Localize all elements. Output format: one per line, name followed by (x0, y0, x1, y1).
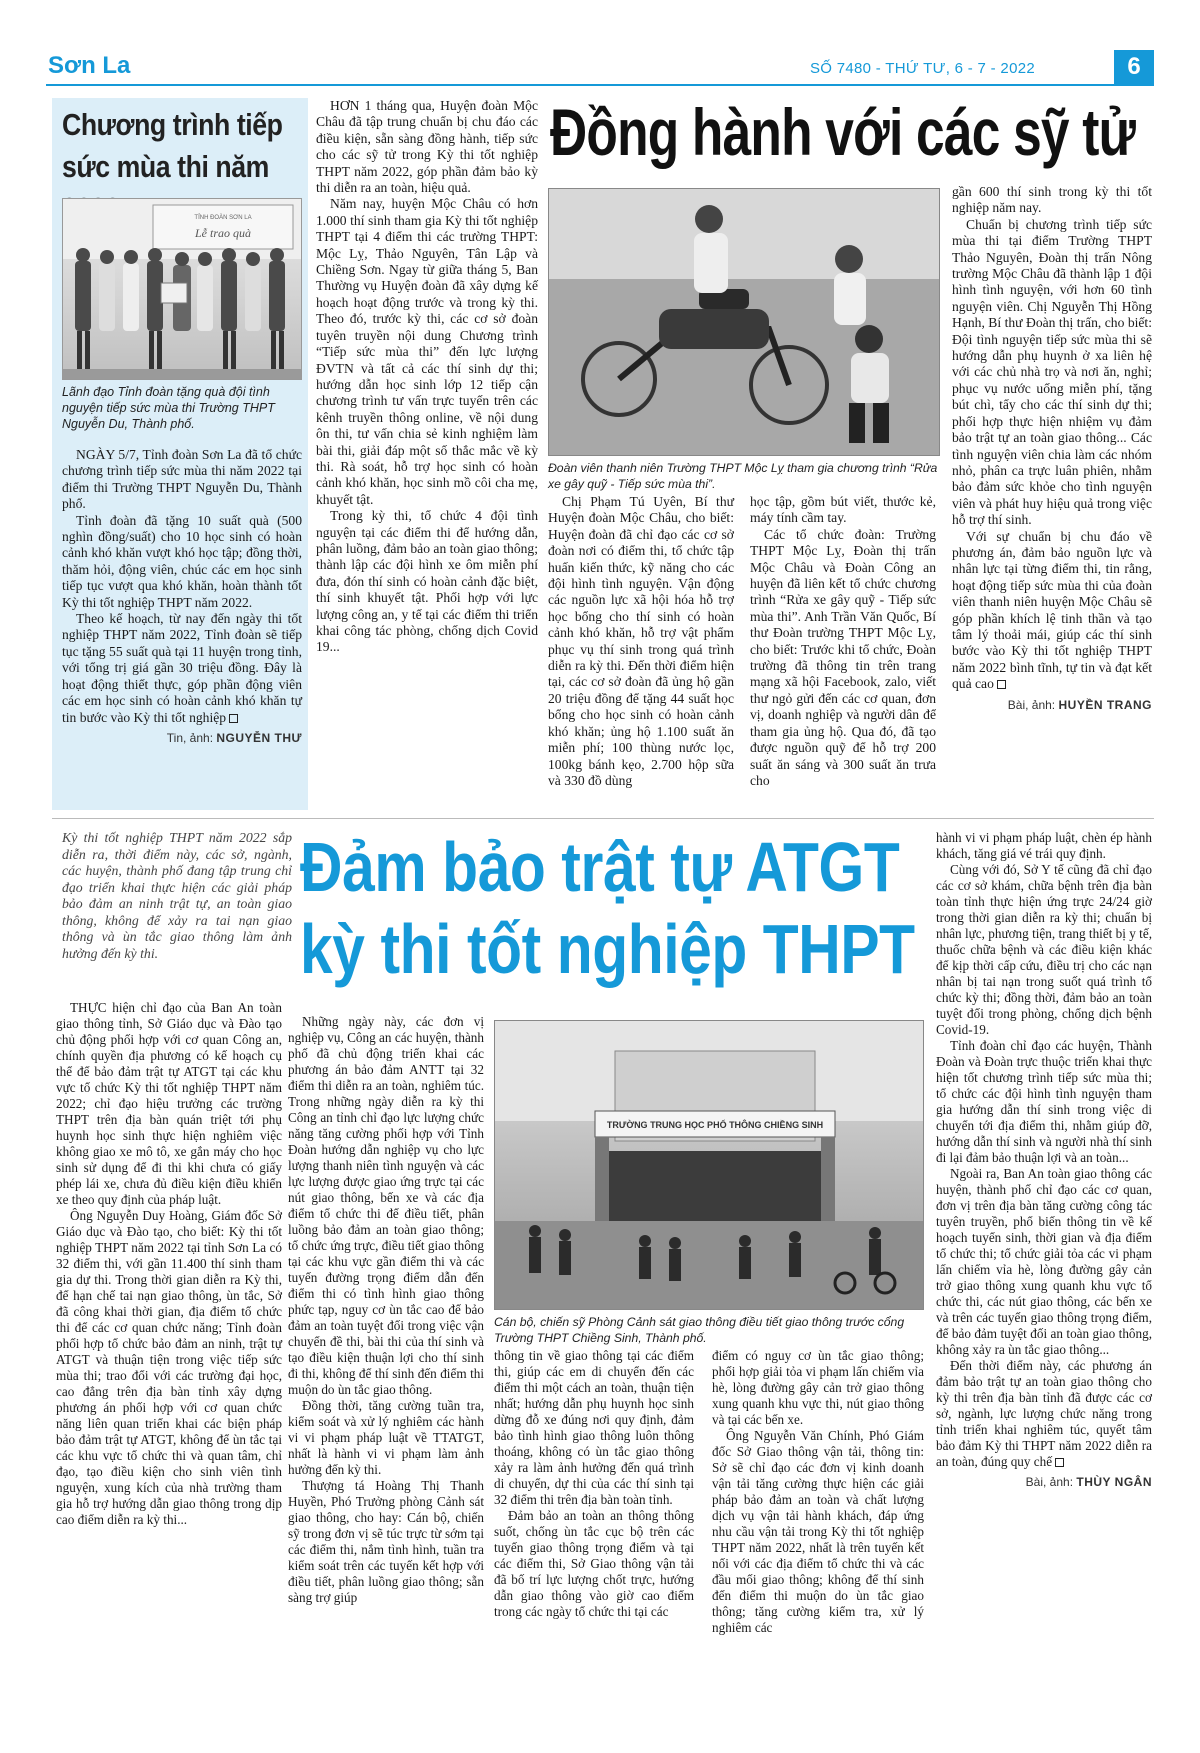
sidebar-paragraph: Tỉnh đoàn đã tặng 10 suất quà (500 nghìn đồng/suất) cho 10 học sinh có hoàn cảnh khó khăn vượt khó học tập; đồng thời, thăm hỏi, động viên, chúc các em học sinh tiếp tục vượt qua khó khăn, hoàn thành tốt Kỳ thi tốt nghiệp THPT năm 2022. (62, 512, 302, 610)
issue-info: SỐ 7480 - THỨ TƯ, 6 - 7 - 2022 (810, 60, 1035, 77)
article2-photo-caption: Cán bộ, chiến sỹ Phòng Cảnh sát giao thông điều tiết giao thông trước cổng Trường THPT Chiềng Sinh, Thành phố. (494, 1315, 905, 1345)
article1-col1 (316, 98, 538, 656)
article2-photo-illustration (495, 1021, 924, 1310)
school-sign-text: TRƯỜNG TRUNG HỌC PHỔ THÔNG CHIỀNG SINH (606, 1120, 824, 1130)
article2-paragraph: THỰC hiện chỉ đạo của Ban An toàn giao thông tỉnh, Sở Giáo dục và Đào tạo chủ động phối hợp với cơ quan Công an, chính quyền địa phương có kế hoạch cụ thể để bảo đảm trật tự ATGT tại các khu vực tổ chức Kỳ thi tốt nghiệp THPT năm 2022; chỉ đạo hiệu trưởng các trường THPT trên địa bàn quán triệt tới phụ huynh học sinh thực hiện nghiêm việc không giao xe mô tô, xe gắn máy cho học sinh sử dụng để đi thi khi chưa có giấy phép lái xe, chưa đủ điều kiện điều khiển xe theo quy định của pháp luật. (56, 1000, 282, 1207)
end-mark-icon (229, 714, 238, 723)
article2-paragraph: Tỉnh đoàn chỉ đạo các huyện, Thành Đoàn và Đoàn trực thuộc triển khai thực hiện tốt chương trình tiếp sức mùa thi; tổ chức các đội hình tình nguyện tham gia hướng dẫn thí sinh trong việc di chuyển tới địa điểm thi, nhằm giúp đỡ, hướng dẫn thí sinh và người nhà thí sinh đi lại đảm bảo thuận lợi và an toàn... (936, 1038, 1152, 1165)
article2-paragraph: Những ngày này, các đơn vị nghiệp vụ, Công an các huyện, thành phố đã chủ động triển khai các phương án bảo đảm ANTT tại 32 điểm thi diễn ra an toàn, nghiêm túc. Trong những ngày diễn ra kỳ thi Công an tỉnh chỉ đạo lực lượng chức năng tăng cường phối hợp với Tỉnh Đoàn hướng dẫn nghiệp vụ cho lực lượng thanh niên tình nguyện và các lực lượng được giao ứng trực tại các nút giao thông, bến xe và các địa điểm tổ chức thi để điều tiết, phân luồng bảo đảm an toàn giao thông; tổ chức ứng trực, điều tiết giao thông tại các khu vực gần điểm thi và các tuyến đường trọng điểm dẫn đến điểm thi có tình hình giao thông phức tạp, nguy cơ ùn tắc cao để bảo đảm an toàn tuyệt đối trong việc vận chuyển đề thi, bài thi của thí sinh và tạo điều kiện thuận lợi cho thí sinh đi thi, không để thí sinh đến điểm thi muộn do ùn tắc giao thông. (288, 1014, 484, 1397)
article2-paragraph: Ông Nguyễn Văn Chính, Phó Giám đốc Sở Giao thông vận tải, thông tin: Sở sẽ chỉ đạo các đơn vị kinh doanh vận tải tăng cường thực hiện các giải pháp bảo đảm an toàn và chất lượng dịch vụ vận tải hành khách, đáp ứng nhu cầu vận tải trong Kỳ thi tốt nghiệp THPT năm 2022, nhất là trên tuyến kết nối với các địa điểm tổ chức thi và các đầu mối giao thông; không để thí sinh đến điểm thi muộn do ùn tắc giao thông; tăng cường kiểm tra, xử lý nghiêm các (712, 1428, 924, 1635)
sidebar-credit: Tin, ảnh: NGUYỄN THƯ (166, 730, 302, 745)
article1-paragraph: Các tổ chức đoàn: Trường THPT Mộc Lỵ, Đoàn thị trấn Mộc Châu và Đoàn Công an huyện đã liên kết tổ chức chương trình “Rửa xe gây quỹ - Tiếp sức mùa thi”. Anh Trần Văn Quốc, Bí thư Đoàn trường THPT Mộc Lỵ, cho biết: Trước khi tổ chức, Đoàn trường đã thông tin trên trang mạng xã hội Facebook, zalo, viết thư ngỏ gửi đến các cơ quan, đơn vị, doanh nghiệp và người dân để tham gia ủng hộ. Qua đó, đã tạo được nguồn quỹ để hỗ trợ 200 suất ăn sáng và 300 suất ăn trưa cho (750, 526, 936, 788)
article1-paragraph: Chị Phạm Tú Uyên, Bí thư Huyện đoàn Mộc Châu, cho biết: Huyện đoàn đã chỉ đạo các cơ sở đoàn nơi có điểm thi, tổ chức tập huấn kiến thức, kỹ năng cho các đội hình tình nguyện. Vận động các nguồn lực xã hội hóa hỗ trợ học bổng cho thí sinh có hoàn cảnh khó khăn, hỗ trợ vật phẩm phục vụ thí sinh trong quá trình diễn ra kỳ thi. Đến thời điểm hiện tại, các cơ sở đoàn đã ủng hộ gần 20 triệu đồng để tặng 44 suất học bổng cho học sinh có hoàn cảnh khó khăn; ủng hộ 1.100 suất ăn miễn phí; 100 thùng nước lọc, 100kg bánh kẹo, 2.700 hộp sữa và 330 đồ dùng (548, 494, 734, 788)
section-name: Sơn La (48, 52, 131, 79)
article1-photo-illustration (549, 189, 940, 456)
article2-paragraph: Đồng thời, tăng cường tuần tra, kiểm soát và xử lý nghiêm các hành vi vi phạm pháp luật về TTATGT, nhất là hành vi vi phạm làm ảnh hưởng đến kỳ thi. (288, 1398, 484, 1477)
article1-paragraph: gần 600 thí sinh trong kỳ thi tốt nghiệp năm nay. (952, 184, 1152, 216)
article2-col3 (494, 1348, 694, 1620)
article2-paragraph: Thượng tá Hoàng Thị Thanh Huyền, Phó Trưởng phòng Cảnh sát giao thông, cho hay: Cán bộ, chiến sỹ trong đơn vị sẽ túc trực từ sớm tại các điểm thi, nắm tình hình, tuần tra kiểm soát trên các tuyến kết hợp với điều tiết, phân luồng giao thông; sẵn sàng trợ giúp (288, 1478, 484, 1605)
article1-title: Đồng hành với các sỹ tử (550, 95, 1136, 169)
sidebar-title: Chương trình tiếp sức mùa thi năm (62, 107, 283, 184)
article2-title-line2: kỳ thi tốt nghiệp THPT (300, 910, 915, 988)
article1-paragraph: HƠN 1 tháng qua, Huyện đoàn Mộc Châu đã tập trung chuẩn bị chu đáo các điều kiện, sẵn sàng đồng hành, tiếp sức cho các sỹ tử trong Kỳ thi tốt nghiệp THPT năm 2022, góp phần đảm bảo kỳ thi diễn ra an toàn, hiệu quả. (316, 98, 538, 196)
header-rule (46, 84, 1154, 86)
article2-col2 (288, 1014, 484, 1606)
sidebar-body (62, 447, 302, 746)
article2-credit: Bài, ảnh: THÙY NGÂN (1025, 1475, 1152, 1489)
article2-paragraph: Ngoài ra, Ban An toàn giao thông các huyện, thành phố chỉ đạo các cơ quan, đơn vị trên địa bàn tăng cường công tác tuyên truyền, phổ biến thông tin về kế hoạch tuyển sinh, thời gian và địa điểm tổ chức thi; tổ chức giải tỏa các vi phạm lấn chiếm vỉa hè, lòng đường gây cản trở giao thông xung quanh khu vực tổ chức thi, các nút giao thông, các bến xe và trên các tuyến giao thông trọng điểm, để bảo đảm tuyệt đối an toàn giao thông, không xảy ra ùn tắc giao thông... (936, 1166, 1152, 1357)
article2-col5 (936, 830, 1152, 1490)
sidebar-photo (62, 198, 302, 380)
article1-photo-caption: Đoàn viên thanh niên Trường THPT Mộc Lỵ tham gia chương trình “Rửa xe gây quỹ - Tiếp sức mùa thi”. (548, 461, 938, 491)
article1-paragraph: Năm nay, huyện Mộc Châu có hơn 1.000 thí sinh tham gia Kỳ thi tốt nghiệp THPT tại 4 điểm thi các trường THPT: Mộc Lỵ, Thảo Nguyên, Tân Lập và Chiềng Sơn. Ngay từ giữa tháng 5, Ban Thường vụ Huyện đoàn đã xây dựng kế hoạch hoạt động trước và trong kỳ thi. Theo đó, trước kỳ thi, các cơ sở đoàn tuyên truyền nội dung Chương trình “Tiếp sức mùa thi” đến lực lượng ĐVTN và tất cả các thí sinh dự thi; hướng dẫn học sinh lớp 12 tiếp cận chương trình tư vấn trực tuyến trên các kênh truyền thông online, về nội dung ôn thi, tư vấn chia sẻ kinh nghiệm làm bài thi, giải đáp một số thắc mắc về kỳ thi. Rà soát, hỗ trợ học sinh có hoàn cảnh khó khăn, học sinh mồ côi cha mẹ, khuyết tật. (316, 196, 538, 507)
article2-col4 (712, 1348, 924, 1636)
article1-paragraph: học tập, gồm bút viết, thước kẻ, máy tính cầm tay. (750, 494, 936, 526)
article1-photo (548, 188, 940, 456)
article2-col1 (56, 1000, 282, 1528)
article1-col2 (548, 494, 734, 789)
article1-col4 (952, 184, 1152, 713)
article1-col3 (750, 494, 936, 789)
article2-title-line1: Đảm bảo trật tự ATGT (300, 828, 900, 906)
end-mark-icon (1055, 1458, 1064, 1467)
sidebar-photo-illustration (63, 199, 302, 380)
article2-photo (494, 1020, 924, 1310)
article2-paragraph: Đến thời điểm này, các phương án đảm bảo trật tự an toàn giao thông cho kỳ thi trên địa bàn tỉnh đã được các cơ sở, ngành, lực lượng chức năng trong tỉnh triển khai nghiêm túc, quyết tâm bảo đảm Kỳ thi THPT năm 2022 diễn ra an toàn, đúng quy chế (936, 1358, 1152, 1469)
article1-paragraph: Với sự chuẩn bị chu đáo về phương án, đảm bảo nguồn lực và nhân lực tại từng điểm thi, tin rằng, hoạt động tiếp sức mùa thi của đoàn viên thanh niên huyện Mộc Châu sẽ góp phần khích lệ tinh thần và tạo tâm lý thoải mái, giúp các thí sinh bước vào Kỳ thi tốt nghiệp THPT năm 2022 bình tĩnh, tự tin và đạt kết quả cao (952, 528, 1152, 692)
article2-paragraph: hành vi vi phạm pháp luật, chèn ép hành khách, tăng giá vé trái quy định. (936, 830, 1152, 861)
svg-text:TỈNH ĐOÀN SƠN LA: TỈNH ĐOÀN SƠN LA (194, 215, 252, 221)
article2-paragraph: Đảm bảo an toàn an thông thông suốt, chống ùn tắc cục bộ trên các tuyến giao thông trọng điểm và tại các điểm thi, Sở Giao thông vận tải đã bố trí lực lượng chốt trực, hướng dẫn giao thông vào giờ cao điểm trong các ngày tổ chức thi tại các (494, 1508, 694, 1619)
article2-paragraph: điểm có nguy cơ ùn tắc giao thông; phối hợp giải tỏa vi phạm lấn chiếm vỉa hè, lòng đường gây cản trở giao thông xung quanh khu vực thi, nút giao thông và tại các bến xe. (712, 1348, 924, 1427)
article2-paragraph: Ông Nguyễn Duy Hoàng, Giám đốc Sở Giáo dục và Đào tạo, cho biết: Kỳ thi tốt nghiệp THPT năm 2022 tại tỉnh Sơn La có 32 điểm thi, với gần 11.400 thí sinh tham gia dự thi. Trong thời gian diễn ra Kỳ thi, để hạn chế tai nạn giao thông, ùn tắc, Sở đã công khai thời gian, địa điểm tổ chức thi để các cơ quan chức năng; Tỉnh đoàn phối hợp tổ chức bảo đảm an ninh, trật tự ATGT và thuận tiện trong việc tiếp sức mùa thi; trao đổi với các trường đại học, cao đẳng trên địa bàn tỉnh xây dựng phương án phối hợp với cơ quan chức năng liên quan triển khai các biện pháp bảo đảm trật tự ATGT, không để ùn tắc tại các khu vực tổ chức thi và quan tâm, chỉ đạo, tạo điều kiện cho sinh viên tình nguyện, xung kích của nhà trường tham gia hỗ trợ hướng dẫn giao thông trong dịp cao điểm diễn ra kỳ thi... (56, 1208, 282, 1527)
article2-paragraph: Cùng với đó, Sở Y tế cũng đã chỉ đạo các cơ sở khám, chữa bệnh trên địa bàn toàn tỉnh thực hiện ứng trực 24/24 giờ trong thời gian diễn ra kỳ thi; chuẩn bị nhân lực, phương tiện, trang thiết bị y tế, thuốc chữa bệnh và các điều kiện khác để kịp thời cấp cứu, điều trị cho các nạn nhân bị tai nạn trong suốt quá trình tổ chức kỳ thi; đồng thời, đảm bảo an toàn tuyệt đối trong phòng, chống dịch bệnh Covid-19. (936, 862, 1152, 1037)
section-divider (52, 818, 1154, 819)
article2-paragraph: thông tin về giao thông tại các điểm thi, giúp các em di chuyển đến các điểm thi một cách an toàn, thuận tiện nhất; hướng dẫn phụ huynh học sinh dừng đỗ xe đúng nơi quy định, đảm bảo tình hình giao thông luôn thông thoáng, không có ùn tắc giao thông xảy ra làm ảnh hưởng đến quá trình di chuyển, dự thi của các thí sinh tại 32 điểm thi trên địa bàn toàn tỉnh. (494, 1348, 694, 1507)
svg-text:Lễ trao quà: Lễ trao quà (194, 226, 252, 240)
article1-paragraph: Chuẩn bị chương trình tiếp sức mùa thi tại điểm Trường THPT Thảo Nguyên, Đoàn thị trấn Nông trường Mộc Châu đã thành lập 1 đội hình tình nguyện, với hơn 60 tình nguyện viên. Chị Nguyễn Thị Hồng Hạnh, Bí thư Đoàn thị trấn, cho biết: Đội tình nguyện tiếp sức mùa thi sẽ hướng dẫn phụ huynh ở xa liên hệ với các chủ nhà trọ và nơi ăn, nghỉ; phục vụ nước uống miễn phí, tặng bút chì, tẩy cho các thí sinh dự thi; phối hợp thực hiện nhiệm vụ đảm bảo trật tự an toàn giao thông... Các tình nguyện viên chia làm các nhóm nhỏ, phân ca trực luân phiên, nhằm bảo đảm sức khỏe cho tình nguyện viên và phát huy hiệu quả trong việc hỗ trợ thí sinh. (952, 216, 1152, 528)
article2-title (300, 826, 915, 990)
sidebar-photo-caption: Lãnh đạo Tỉnh đoàn tặng quà đội tình nguyện tiếp sức mùa thi Trường THPT Nguyễn Du, Thành phố. (62, 385, 275, 431)
sidebar-paragraph: NGÀY 5/7, Tỉnh đoàn Sơn La đã tổ chức chương trình tiếp sức mùa thi năm 2022 tại điểm thi Trường THPT Nguyễn Du, Thành phố. (62, 447, 302, 512)
article1-credit: Bài, ảnh: HUYỀN TRANG (1007, 697, 1152, 712)
article1-paragraph: Trong kỳ thi, tổ chức 4 đội tình nguyện tại các điểm thi để hướng dẫn, phân luồng, đảm bảo an toàn giao thông; thành lập các đội hình xe ôm miễn phí đưa, đón thí sinh có hoàn cảnh đặc biệt, thí sinh khuyết tật. Phối hợp với lực lượng công an, y tế tại các điểm thi triển khai công tác phòng, chống dịch Covid 19... (316, 508, 538, 655)
end-mark-icon (997, 680, 1006, 689)
page-number: 6 (1114, 50, 1154, 84)
sidebar-paragraph: Theo kế hoạch, từ nay đến ngày thi tốt nghiệp THPT năm 2022, Tỉnh đoàn sẽ tiếp tục tặng 55 suất quà tại 11 huyện trong tỉnh, với tổng trị giá gần 30 triệu đồng. Đây là hoạt động thiết thực, góp phần động viên các em học sinh có hoàn cảnh khó khăn tự tin bước vào Kỳ thi tốt nghiệp (62, 611, 302, 725)
article2-lead: Kỳ thi tốt nghiệp THPT năm 2022 sắp diễn ra, thời điểm này, các sở, ngành, các huyện, thành phố đang tập trung chỉ đạo triển khai thực hiện các giải pháp bảo đảm an ninh trật tự, an toàn giao thông, không để xảy ra tai nạn giao thông và ùn tắc giao thông làm ảnh hưởng đến kỳ thi. (62, 830, 292, 961)
